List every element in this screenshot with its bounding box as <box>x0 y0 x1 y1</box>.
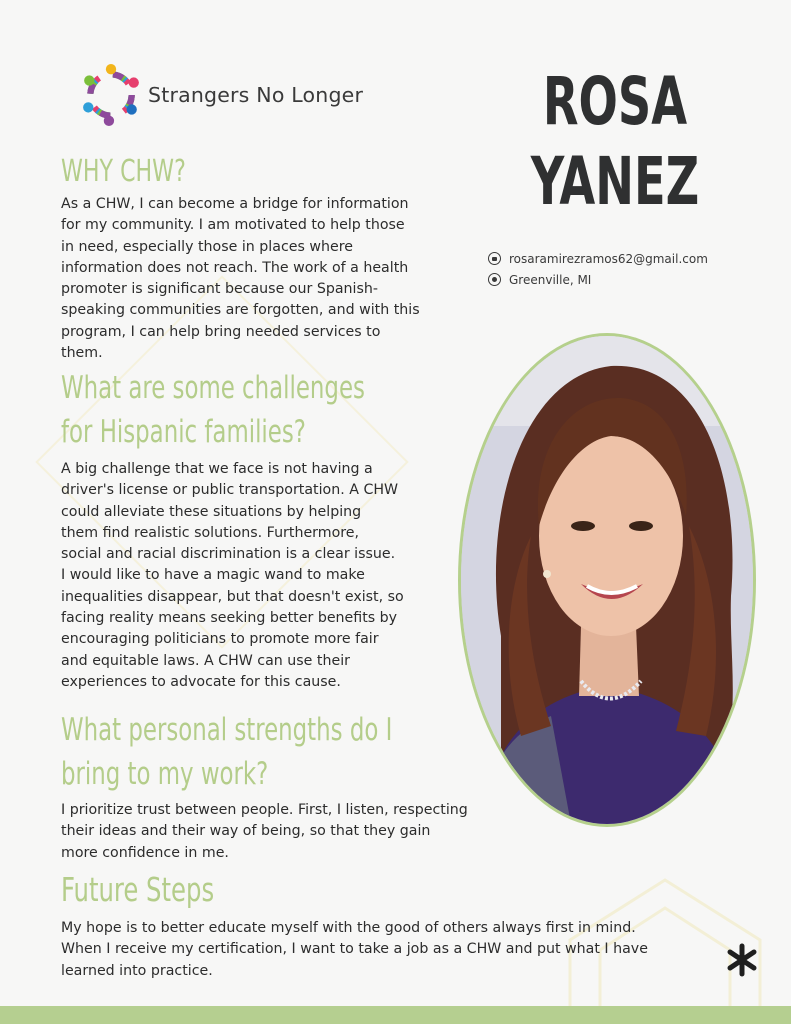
last-name: YANEZ <box>530 143 700 220</box>
email-row <box>488 248 708 269</box>
location-text: Greenville, MI <box>509 272 592 287</box>
section-heading-strengths <box>61 708 392 796</box>
section-heading-challenges <box>61 366 365 454</box>
heading-line: for Hispanic families? <box>61 414 306 450</box>
body-line: My hope is to better educate myself with the good of others always first in mind. <box>61 920 636 936</box>
heading-line: bring to my work? <box>61 756 269 792</box>
body-line: information does not reach. The work of a health <box>61 259 409 276</box>
asterisk-icon <box>724 942 760 978</box>
section-heading-future-steps: Future Steps <box>61 870 215 909</box>
envelope-icon <box>488 252 501 265</box>
body-line: facing reality means seeking better benefits by <box>61 610 398 627</box>
body-line: promoter is significant because our Spanish- <box>61 281 378 298</box>
portrait-photo <box>458 333 756 827</box>
body-line: As a CHW, I can become a bridge for information <box>61 196 409 212</box>
section-body-why-chw <box>61 194 420 364</box>
body-line: learned into practice. <box>61 962 213 979</box>
portrait-illustration <box>461 336 753 824</box>
body-line: their ideas and their way of being, so that they gain <box>61 823 431 840</box>
location-row <box>488 269 708 290</box>
first-name: ROSA <box>542 63 688 140</box>
body-line: more confidence in me. <box>61 844 229 861</box>
body-line: them. <box>61 345 103 362</box>
body-line: encouraging politicians to promote more fair <box>61 631 379 648</box>
profile-name <box>525 62 704 222</box>
body-line: in need, especially those in places where <box>61 238 353 255</box>
body-line: When I receive my certification, I want to take a job as a CHW and put what I have <box>61 941 648 958</box>
body-line: experiences to advocate for this cause. <box>61 673 341 690</box>
body-line: driver's license or public transportation. A CHW <box>61 482 399 499</box>
people-circle-icon <box>80 64 142 126</box>
body-line: them find realistic solutions. Furthermore, <box>61 524 360 541</box>
footer-bar <box>0 1006 791 1024</box>
body-line: social and racial discrimination is a clear issue. <box>61 546 396 563</box>
section-heading-why-chw: WHY CHW? <box>61 154 186 189</box>
body-line: for my community. I am motivated to help those <box>61 217 405 234</box>
email-text[interactable]: rosaramirezramos62@gmail.com <box>509 251 708 266</box>
body-line: inequalities disappear, but that doesn't exist, so <box>61 588 404 605</box>
heading-line: What are some challenges <box>61 370 365 406</box>
body-line: could alleviate these situations by helping <box>61 503 362 520</box>
contact-info <box>488 248 708 290</box>
brand-name: Strangers No Longer <box>148 83 364 107</box>
body-line: speaking communities are forgotten, and with this <box>61 302 420 319</box>
body-line: A big challenge that we face is not having a <box>61 461 373 477</box>
body-line: I would like to have a magic wand to make <box>61 567 365 584</box>
heading-line: What personal strengths do I <box>61 712 393 748</box>
section-body-strengths <box>61 800 468 864</box>
brand-logo <box>80 64 363 126</box>
section-body-challenges <box>61 459 404 693</box>
section-body-future-steps <box>61 918 648 982</box>
body-line: I prioritize trust between people. First, I listen, respecting <box>61 802 468 818</box>
body-line: program, I can help bring needed services to <box>61 323 381 340</box>
location-pin-icon <box>488 273 501 286</box>
body-line: and equitable laws. A CHW can use their <box>61 652 350 669</box>
